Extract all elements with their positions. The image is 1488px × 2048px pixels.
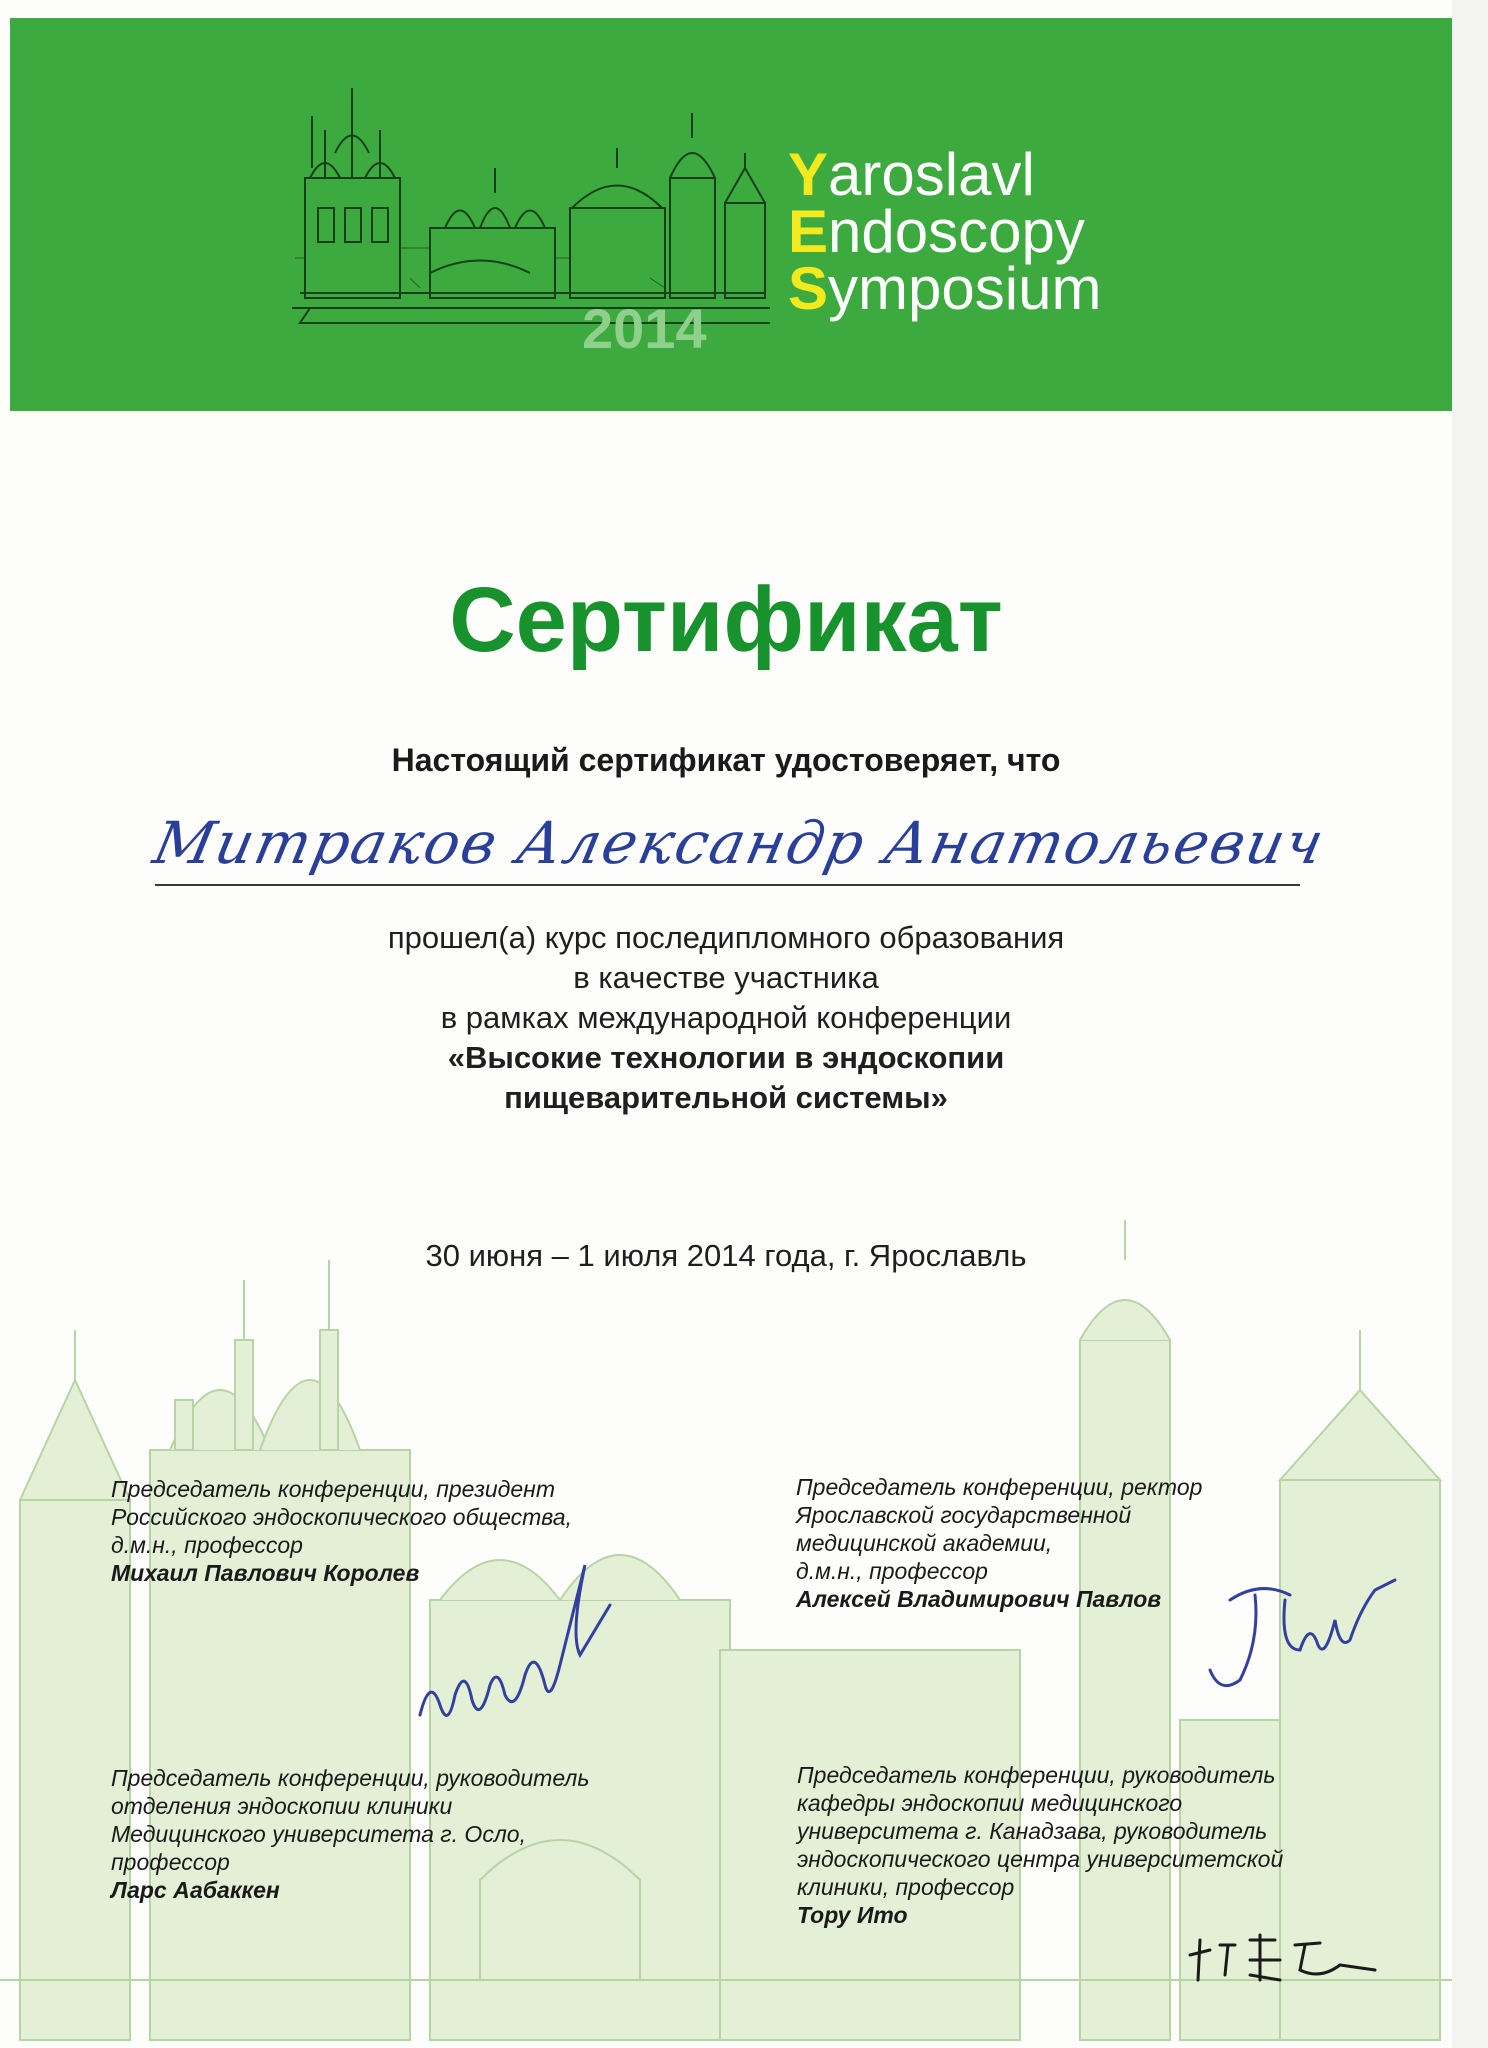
title-line-symposium: Symposium — [788, 255, 1102, 322]
course-description — [0, 918, 1452, 1118]
course-line: в качестве участника — [573, 960, 879, 995]
symposium-year: 2014 — [582, 297, 707, 360]
signatory-title-line: эндоскопического центра университетской — [797, 1846, 1284, 1872]
course-line: в рамках международной конференции — [440, 1000, 1012, 1035]
event-dates-location: 30 июня – 1 июля 2014 года, г. Ярославль — [425, 1238, 1027, 1273]
signatory-title-line: отделения эндоскопии клиники — [111, 1793, 453, 1819]
signatory-block-ito — [797, 1761, 1283, 1929]
signature-ito — [1180, 1925, 1380, 1995]
signatory-title-line: медицинской академии, — [796, 1530, 1053, 1556]
signatory-title-line: Председатель конференции, руководитель — [797, 1762, 1276, 1788]
signatory-title-line: Российского эндоскопического общества, — [111, 1504, 572, 1530]
signatory-title-line: Председатель конференции, руководитель — [111, 1765, 590, 1791]
course-line: прошел(а) курс последипломного образования — [387, 920, 1065, 955]
signatory-title-line: Медицинского университета г. Осло, — [111, 1821, 526, 1847]
signatory-title-line: Председатель конференции, ректор — [796, 1474, 1203, 1500]
header-banner — [10, 18, 1452, 411]
title-line-endoscopy: Endoscopy — [788, 198, 1085, 265]
conference-title-line: пищеварительной системы» — [504, 1080, 948, 1115]
signatory-name: Ларс Аабаккен — [111, 1877, 280, 1903]
signatory-title-line: д.м.н., профессор — [796, 1558, 988, 1584]
signatory-title-line: д.м.н., профессор — [111, 1532, 303, 1558]
signatory-title-line: кафедры эндоскопии медицинского — [797, 1790, 1183, 1816]
certifies-statement: Настоящий сертификат удостоверяет, что — [391, 742, 1061, 778]
recipient-name: Митраков Александр Анатольевич — [147, 809, 1332, 877]
signature-korolev — [410, 1545, 640, 1745]
signatory-block-pavlov — [796, 1473, 1202, 1613]
certificate-title: Сертификат — [449, 569, 1003, 671]
signatory-title-line: Ярославской государственной — [796, 1502, 1132, 1528]
signatory-block-aabakken — [111, 1764, 589, 1904]
kremlin-sketch-illustration — [10, 18, 1452, 411]
symposium-title — [788, 141, 1102, 322]
title-line-yaroslavl: Yaroslavl — [788, 141, 1035, 208]
signatory-title-line: университета г. Канадзава, руководитель — [797, 1818, 1268, 1844]
signatory-title-line: Председатель конференции, президент — [111, 1476, 555, 1502]
recipient-underline — [155, 884, 1300, 886]
signatory-title-line: клиники, профессор — [797, 1874, 1015, 1900]
scan-edge — [1452, 0, 1488, 2048]
signatory-title-line: профессор — [111, 1849, 230, 1875]
signatory-name: Тору Ито — [797, 1902, 908, 1928]
signature-pavlov — [1200, 1560, 1400, 1710]
signatory-name: Михаил Павлович Королев — [111, 1560, 420, 1586]
signatory-name: Алексей Владимирович Павлов — [796, 1586, 1162, 1612]
conference-title-line: «Высокие технологии в эндоскопии — [447, 1040, 1005, 1075]
